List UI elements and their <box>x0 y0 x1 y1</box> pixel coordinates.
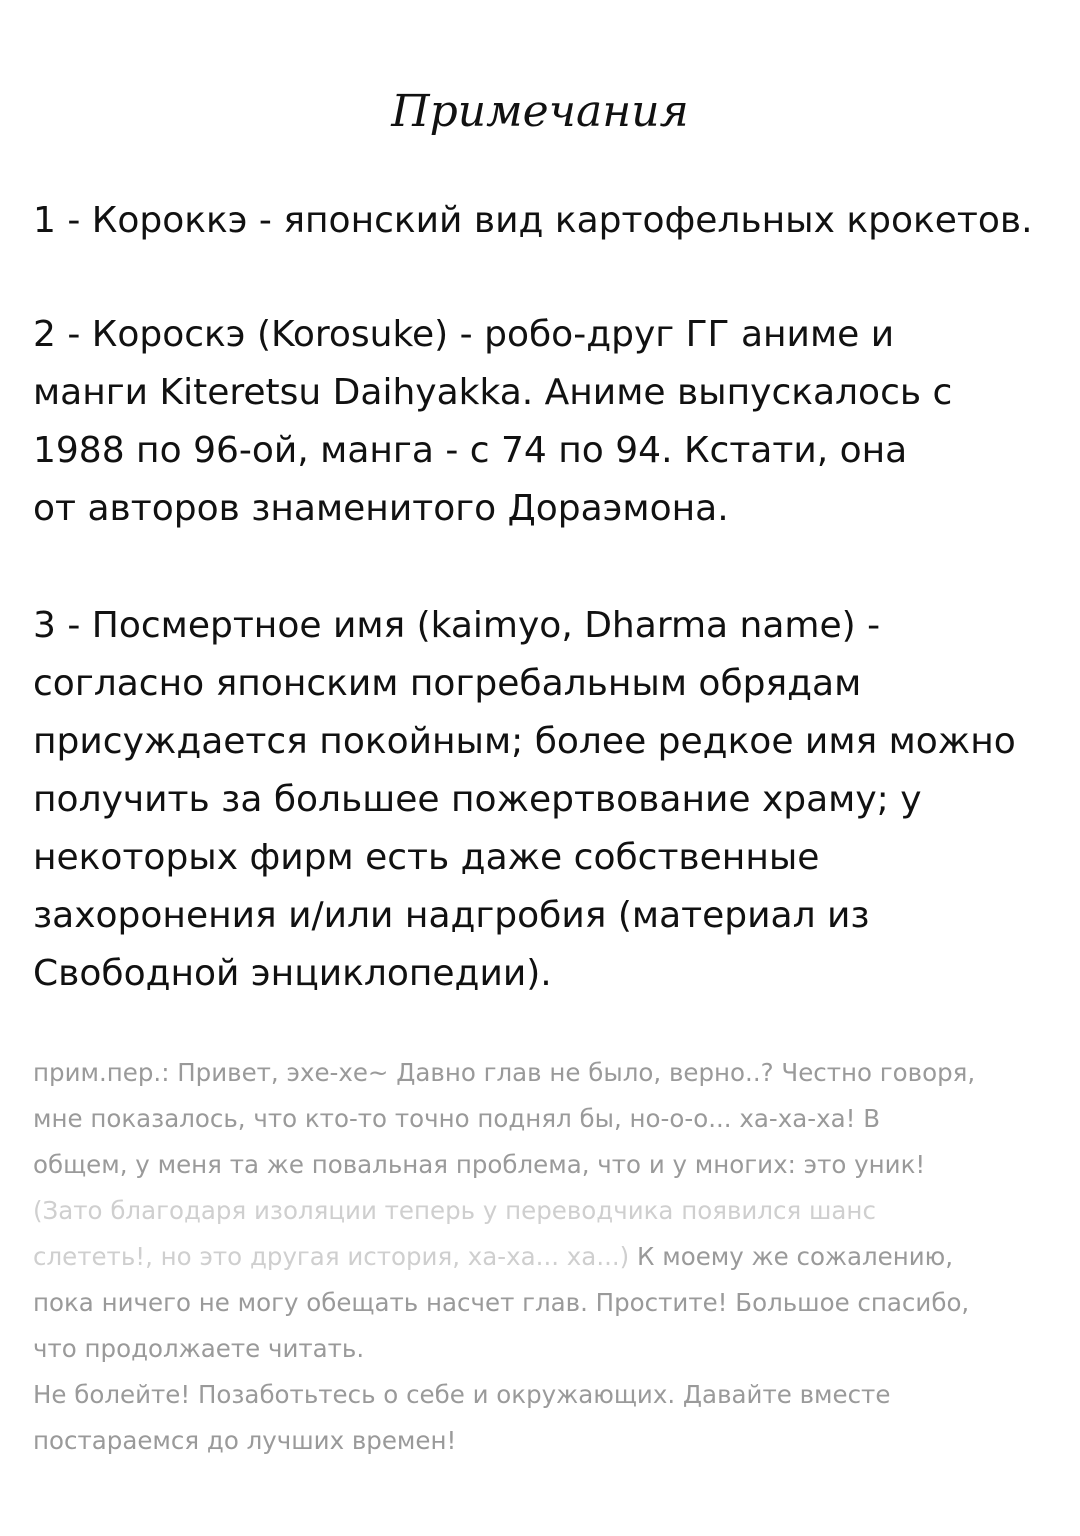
note-3-line: 3 - Посмертное имя (kaimyo, Dharma name) - <box>33 605 881 646</box>
page-title: Примечания <box>391 86 689 137</box>
translator-note-line <box>33 1326 1048 1372</box>
translator-note-line <box>33 1142 1048 1188</box>
translator-note-text: общем, у меня та же повальная проблема, что и у многих: это уник! <box>33 1150 926 1179</box>
note-3-line: получить за большее пожертвование храму; у <box>33 779 922 820</box>
translator-note-line <box>33 1096 1048 1142</box>
translator-note-line <box>33 1234 1048 1280</box>
translator-note-text: К моему же сожалению, <box>629 1242 954 1271</box>
note-3-line: Свободной энциклопедии). <box>33 953 552 994</box>
note-2-line: 2 - Короскэ (Korosuke) - робо-друг ГГ аниме и <box>33 314 895 355</box>
note-3-line: захоронения и/или надгробия (материал из <box>33 895 870 936</box>
note-2 <box>33 306 1053 538</box>
note-3 <box>33 597 1053 1003</box>
translator-note-text: прим.пер.: Привет, эхе-хе~ Давно глав не было, верно..? Честно говоря, <box>33 1058 976 1087</box>
translator-note-line <box>33 1372 1048 1418</box>
note-3-line: согласно японским погребальным обрядам <box>33 663 862 704</box>
translator-note-line <box>33 1050 1048 1096</box>
translator-note-text: постараемся до лучших времен! <box>33 1426 457 1455</box>
translator-note <box>33 1050 1048 1464</box>
translator-note-line <box>33 1280 1048 1326</box>
note-2-line: от авторов знаменитого Дораэмона. <box>33 488 729 529</box>
note-1 <box>33 192 1053 250</box>
translator-note-faint-text: (Зато благодаря изоляции теперь у переводчика появился шанс <box>33 1196 876 1225</box>
translator-note-line <box>33 1418 1048 1464</box>
translator-note-line <box>33 1188 1048 1234</box>
translator-note-text: мне показалось, что кто-то точно поднял бы, но-о-о... ха-ха-ха! В <box>33 1104 880 1133</box>
translator-note-text: пока ничего не могу обещать насчет глав. Простите! Большое спасибо, <box>33 1288 970 1317</box>
translator-note-faint-text: слететь!, но это другая история, ха-ха... ха...) <box>33 1242 630 1271</box>
note-1-line: 1 - Короккэ - японский вид картофельных крокетов. <box>33 200 1033 241</box>
note-3-line: некоторых фирм есть даже собственные <box>33 837 820 878</box>
note-2-line: 1988 по 96-ой, манга - с 74 по 94. Кстати, она <box>33 430 908 471</box>
translator-note-text: что продолжаете читать. <box>33 1334 365 1363</box>
note-3-line: присуждается покойным; более редкое имя можно <box>33 721 1016 762</box>
translator-note-text: Не болейте! Позаботьтесь о себе и окружающих. Давайте вместе <box>33 1380 891 1409</box>
note-2-line: манги Kiteretsu Daihyakka. Аниме выпускалось с <box>33 372 953 413</box>
